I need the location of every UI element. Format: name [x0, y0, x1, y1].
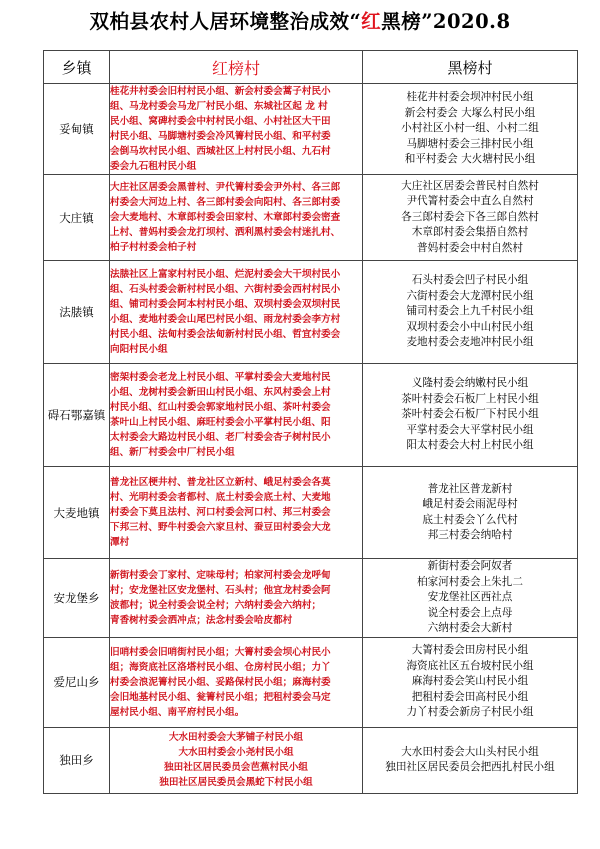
- black-list-line: 铺司村委会上九千村民小组: [406, 305, 534, 318]
- town-name-text: 法脿镇: [59, 305, 94, 319]
- black-list-cell: [363, 637, 578, 727]
- town-name-text: 独田乡: [59, 753, 94, 767]
- black-list-line: 木章郎村委会集捂自然村: [411, 226, 529, 239]
- black-list-line: 底土村委会丫么代村: [422, 513, 518, 526]
- header-black-list: 黑榜村: [363, 51, 578, 84]
- red-list-line: 民小组、窝碑村委会中村村民小组、小村社区大干田: [110, 116, 331, 127]
- red-list-line: 村、光明村委会者都村、底土村委会底土村、大麦地: [110, 492, 331, 503]
- red-list-cell: [110, 559, 363, 638]
- red-list-line: 新街村委会丁家村、定味母村；柏家河村委会龙呼甸: [110, 569, 331, 581]
- red-list-line: 波都村；说全村委会说全村；六纳村委会六纳村；: [110, 599, 322, 611]
- black-list-line: 桂花井村委会坝冲村民小组: [406, 91, 534, 104]
- black-list-cell: [363, 261, 578, 364]
- town-name: [44, 467, 110, 559]
- red-list-line: 组、石头村委会新村村民小组、六街村委会西村村民小: [110, 284, 341, 295]
- town-name-prefix: 碍石: [47, 408, 71, 422]
- black-list-line: 六街村委会大龙潭村民小组: [406, 289, 534, 302]
- header-town: 乡镇: [44, 51, 110, 84]
- red-list-line: 屋村民小组、南平府村民小组。: [110, 706, 245, 718]
- town-name: [44, 175, 110, 261]
- black-list-line: 普妈村委会中村自然村: [417, 241, 523, 254]
- black-list-line: 麦地村委会麦地冲村民小组: [406, 336, 534, 349]
- red-list-cell: [110, 364, 363, 467]
- title-prefix: 双柏县农村人居环境整治成效“: [89, 10, 362, 33]
- town-name-text: 大麦地镇: [53, 505, 100, 520]
- red-list-line: 组；海资底社区洛塔村民小组、仓房村民小组；力丫: [110, 661, 331, 673]
- black-list-line: 双坝村委会小中山村民小组: [406, 320, 534, 333]
- black-list-line: 六纳村委会大新村: [427, 622, 513, 634]
- black-list-line: 平掌村委会大平掌村民小组: [406, 423, 534, 436]
- black-list-cell: [363, 84, 578, 175]
- red-list-line: 桂花井村委会旧村村民小组、新会村委会蒿子村民小: [110, 86, 331, 97]
- town-name: [44, 261, 110, 364]
- red-list-cell: [110, 727, 363, 793]
- black-list-line: 大箐村委会田房村民小组: [411, 644, 529, 657]
- title-red-character: 红: [361, 10, 382, 33]
- black-list-line: 普龙社区普龙新村: [427, 482, 513, 495]
- black-list-line: 麻海村委会笑山村民小组: [411, 675, 529, 688]
- black-list-line: 小村社区小村一组、小村二组: [401, 122, 539, 135]
- title-suffix: 黑榜”2020.8: [381, 10, 511, 33]
- black-list-cell: [363, 364, 578, 467]
- black-list-line: 独田社区居民委员会把西扎村民小组: [385, 761, 555, 773]
- table-row: [44, 467, 578, 559]
- black-list-cell: [363, 175, 578, 261]
- red-list-line: 村；安龙堡社区安龙堡村、石头村；他宜龙村委会阿: [110, 584, 331, 596]
- red-list-line: 太村委会大路边村民小组、老厂村委会杏子树村民小: [110, 432, 331, 443]
- red-list-line: 柏子村村委会柏子村: [110, 242, 197, 253]
- red-list-cell: [110, 261, 363, 364]
- red-list-line: 会大麦地村、木章郎村委会田家村、木章郎村委会密查: [110, 212, 341, 223]
- red-list-line: 村民小组、马脚塘村委会冷风箐村民小组、和平村委: [110, 131, 331, 142]
- black-list-line: 峨足村委会雨泥母村: [422, 498, 518, 510]
- red-list-line: 上村、普妈村委会龙打坝村、洒利黑村委会村迷扎村、: [110, 227, 341, 238]
- black-list-line: 马脚塘村委会三排村民小组: [406, 137, 534, 150]
- town-name: [44, 559, 110, 638]
- red-list-line: 茶叶山上村民小组、麻旺村委会小平掌村民小组、阳: [110, 417, 331, 428]
- table-row: [44, 84, 578, 175]
- town-name: [44, 727, 110, 793]
- black-list-line: 安龙堡社区西社点: [427, 591, 513, 603]
- town-name-text: 妥甸镇: [59, 122, 94, 136]
- black-list-line: 茶叶村委会石板厂下村民小组: [401, 408, 539, 421]
- black-list-line: 邦三村委会纳哈村: [427, 529, 513, 541]
- red-list-cell: [110, 175, 363, 261]
- red-list-line: 会旧地基村民小组、瓮箐村民小组；把租村委会马定: [110, 691, 331, 703]
- black-list-line: 力丫村委会新房子村民小组: [406, 706, 534, 719]
- black-list-line: 尹代箐村委会中直么自然村: [406, 195, 534, 208]
- black-list-line: 义隆村委会纳嫩村民小组: [411, 377, 529, 390]
- table-row: [44, 364, 578, 467]
- red-list-line: 大水田村委会大茅铺子村民小组: [168, 732, 304, 743]
- town-name: [44, 637, 110, 727]
- table-row: [44, 727, 578, 793]
- red-list-line: 向阳村民小组: [110, 344, 168, 355]
- red-list-cell: [110, 637, 363, 727]
- black-list-cell: [363, 559, 578, 638]
- table-row: [44, 175, 578, 261]
- black-list-line: 阳太村委会大村上村民小组: [406, 439, 534, 452]
- black-list-line: 和平村委会 大火塘村民小组: [404, 153, 536, 166]
- red-list-line: 村民小组、红山村委会郭家地村民小组、茶叶村委会: [110, 402, 331, 413]
- red-list-line: 村委会浪泥箐村民小组、妥路保村民小组；麻海村委: [110, 676, 331, 688]
- town-name: [44, 84, 110, 175]
- black-list-line: 大水田村委会大山头村民小组: [401, 745, 539, 758]
- red-list-line: 下邦三村、野牛村委会六家旦村、蚕豆田村委会大龙: [110, 522, 331, 533]
- table-row: [44, 637, 578, 727]
- table-row: [44, 261, 578, 364]
- red-list-line: 大水田村委会小尧村民小组: [178, 747, 294, 758]
- red-list-line: 组、新厂村委会中厂村民小组: [110, 447, 235, 458]
- town-name-text: 爱尼山乡: [53, 675, 100, 689]
- black-list-line: 海资底社区五台坡村民小组: [406, 659, 534, 672]
- red-list-line: 小组、龙树村委会新田山村民小组、东风村委会上村: [110, 387, 331, 398]
- red-list-line: 组、铺司村委会阿本村村民小组、双坝村委会双坝村民: [110, 299, 341, 310]
- red-list-line: 密架村委会老龙上村民小组、平掌村委会大麦地村民: [110, 372, 331, 383]
- red-list-line: 组、马龙村委会马龙厂村民小组、东城社区起 龙 村: [110, 101, 328, 112]
- red-list-line: 青香树村委会洒冲点；法念村委会哈皮都村: [110, 614, 293, 626]
- table-header-row: [44, 51, 578, 84]
- red-list-cell: [110, 84, 363, 175]
- black-list-line: 把租村委会田高村民小组: [411, 690, 529, 703]
- black-list-line: 茶叶村委会石板厂上村民小组: [401, 392, 539, 405]
- red-list-line: 潭村: [110, 537, 130, 548]
- red-list-cell: [110, 467, 363, 559]
- rankings-table: [43, 50, 578, 794]
- red-list-line: 小组、麦地村委会山尾巴村民小组、雨龙村委会李方村: [110, 314, 341, 325]
- red-list-line: 村民小组、法甸村委会法甸新村村民小组、哲宜村委会: [110, 329, 341, 340]
- black-list-cell: [363, 727, 578, 793]
- black-list-cell: [363, 467, 578, 559]
- black-list-line: 柏家河村委会上朱扎二: [417, 575, 523, 588]
- red-list-line: 法脿社区上富家村村民小组、烂泥村委会大干坝村民小: [110, 269, 341, 280]
- red-list-line: 大庄社区居委会黑普村、尹代箐村委会尹外村、各三郎: [110, 182, 341, 193]
- red-list-line: 旧哨村委会旧哨街村民小组；大箐村委会坝心村民小: [110, 646, 331, 658]
- town-name-text: 鄂嘉镇: [70, 408, 106, 422]
- town-name-text: 大庄镇: [59, 210, 94, 225]
- black-list-line: 大庄社区居委会普民村自然村: [401, 179, 539, 192]
- table-body: [44, 84, 578, 794]
- town-name: [44, 364, 110, 467]
- red-list-line: 会倒马坎村民小组、西城社区上村村民小组、九石村: [110, 146, 331, 157]
- black-list-line: 说全村委会上点母: [427, 606, 513, 619]
- black-list-line: 新会村委会 大塚么村民小组: [404, 106, 536, 119]
- red-list-line: 委会九石租村民小组: [110, 161, 197, 172]
- header-red-list: 红榜村: [110, 51, 363, 84]
- red-list-line: 村委会下莫且法村、河口村委会河口村、邦三村委会: [110, 507, 331, 518]
- red-list-line: 普龙社区梗井村、普龙社区立新村、峨足村委会各莫: [110, 477, 331, 488]
- table-row: [44, 559, 578, 638]
- red-list-line: 村委会大河边上村、各三郎村委会向阳村、各三郎村委: [110, 197, 341, 208]
- red-list-line: 独田社区居民委员会芭蕉村民小组: [164, 762, 308, 773]
- black-list-line: 新街村委会阿奴者: [427, 560, 513, 572]
- page-title: [0, 6, 600, 34]
- black-list-line: 各三郎村委会下各三郎自然村: [401, 210, 539, 223]
- town-name-text: 安龙堡乡: [53, 590, 100, 605]
- black-list-line: 石头村委会凹子村民小组: [411, 274, 529, 287]
- red-list-line: 独田社区居民委员会黑蛇下村民小组: [159, 777, 313, 788]
